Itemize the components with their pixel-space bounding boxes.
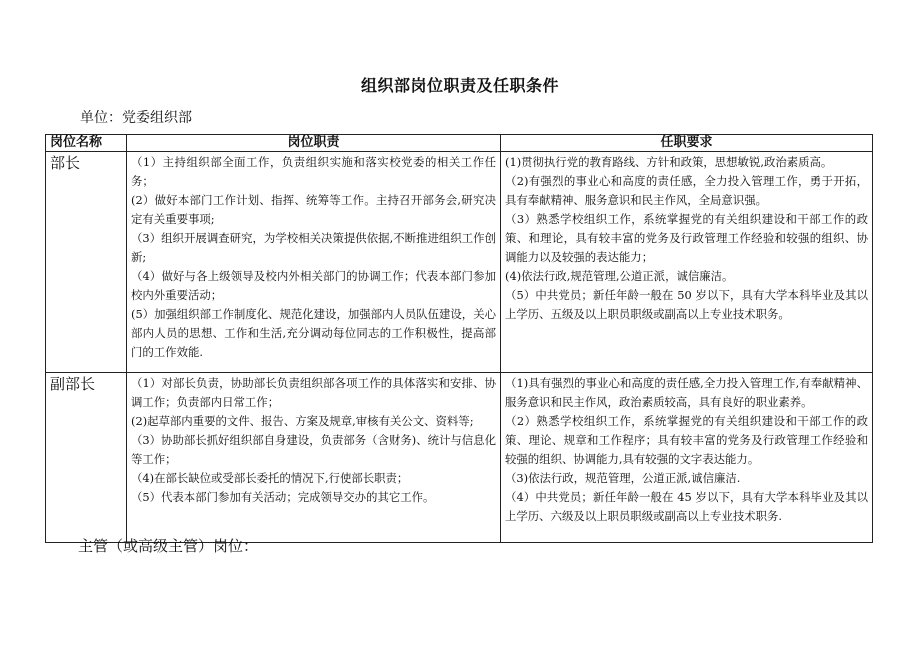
table-header-row [46, 135, 873, 152]
duties-cell [127, 152, 501, 373]
requirement-item: （1)具有强烈的事业心和高度的责任感,全力投入管理工作,有奉献精神、服务意识和民主作风，政治素质较高，具有良好的职业素养。 [505, 376, 868, 409]
requirement-item: （4）中共党员；新任年龄一般在 45 岁以下，具有大学本科毕业及其以上学历、六级及以上职员职级或副高以上专业技术职务. [505, 490, 868, 523]
header-requirements: 任职要求 [501, 135, 873, 152]
requirement-item: （3）熟悉学校组织工作，系统掌握党的有关组织建设和干部工作的政策、和理论，具有较丰富的党务及行政管理工作经验和较强的组织、协调能力以及较强的表达能力； [505, 212, 868, 264]
duty-item: (2)起草部内重要的文件、报告、方案及规章,审核有关公文、资料等; [131, 414, 474, 428]
unit-label: 单位：党委组织部 [80, 110, 192, 126]
duty-item: （4）做好与各上级领导及校内外相关部门的协调工作；代表本部门参加校内外重要活动； [131, 269, 496, 302]
requirement-item: （2)有强烈的事业心和高度的责任感，全力投入管理工作，勇于开拓，具有奉献精神、服务意识和民主作风，全局意识强。 [505, 174, 868, 207]
duty-item: （3）组织开展调查研究，为学校相关决策提供依据,不断推进组织工作创新; [131, 231, 496, 264]
section-heading: 主管（或高级主管）岗位： [78, 537, 259, 555]
document-title: 组织部岗位职责及任职条件 [360, 76, 559, 95]
requirements-cell [501, 152, 873, 373]
header-duties: 岗位职责 [127, 135, 501, 152]
position-name: 部长 [46, 152, 127, 373]
job-duties-table [45, 134, 873, 543]
duty-item: （1）对部长负责，协助部长负责组织部各项工作的具体落实和安排、协调工作；负责部内日常工作； [131, 376, 496, 409]
requirement-item: (4)依法行政,规范管理,公道正派，诚信廉洁。 [505, 269, 734, 283]
header-position-name: 岗位名称 [46, 135, 127, 152]
duty-item: （1）主持组织部全面工作，负责组织实施和落实校党委的相关工作任务； [131, 155, 496, 188]
requirement-item: (1)贯彻执行党的教育路线、方针和政策，思想敏锐,政治素质高。 [505, 155, 833, 169]
table-row [46, 152, 873, 373]
duty-item: (5）加强组织部工作制度化、规范化建设，加强部内人员队伍建设，关心部内人员的思想、工作和生活,充分调动每位同志的工作积极性，提高部门的工作效能. [131, 307, 496, 359]
duty-item: （5）代表本部门参加有关活动；完成领导交办的其它工作。 [131, 490, 435, 504]
duty-item: （4)在部长缺位或受部长委托的情况下,行使部长职责； [131, 471, 409, 485]
requirement-item: （3)依法行政，规范管理，公道正派,诚信廉洁. [505, 471, 741, 485]
duty-item: （3）协助部长抓好组织部自身建设，负责部务（含财务)、统计与信息化等工作； [131, 433, 496, 466]
duty-item: (2）做好本部门工作计划、指挥、统筹等工作。主持召开部务会,研究决定有关重要事项; [131, 193, 496, 226]
position-name: 副部长 [46, 373, 127, 543]
duties-cell [127, 373, 501, 543]
requirement-item: （2）熟悉学校组织工作，系统掌握党的有关组织建设和干部工作的政策、理论、规章和工作程序；具有较丰富的党务及行政管理工作经验和较强的组织、协调能力,具有较强的文字表达能力。 [505, 414, 868, 466]
table-row [46, 373, 873, 543]
requirements-cell [501, 373, 873, 543]
requirement-item: （5）中共党员；新任年龄一般在 50 岁以下，具有大学本科毕业及其以上学历、五级及以上职员职级或副高以上专业技术职务。 [505, 288, 868, 321]
